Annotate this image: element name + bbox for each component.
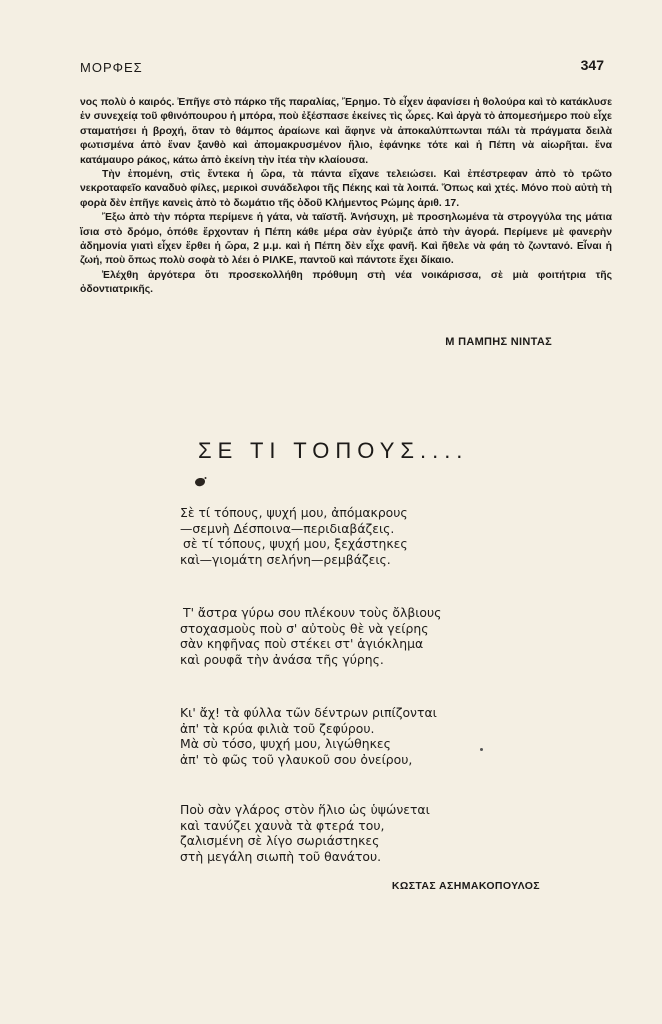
poem-line: καὶ ρουφᾶ τὴν ἀνάσα τῆς γύρης.: [180, 651, 384, 667]
poem-line: Κι' ἄχ! τὰ φύλλα τῶν δέντρων ριπίζονται: [180, 705, 437, 720]
poem-line: στοχασμοὺς ποὺ σ' αὐτοὺς θὲ νὰ γείρης: [180, 620, 429, 636]
poem-stanza: [180, 505, 500, 567]
poem-line: Σὲ τί τόπους, ψυχή μου, ἀπόμακρους: [180, 505, 408, 520]
poem-author: ΚΩΣΤΑΣ ΑΣΗΜΑΚΟΠΟΥΛΟΣ: [391, 880, 540, 892]
ink-blot-ornament: [193, 476, 207, 488]
poem-line: καὶ τανύζει χαυνὰ τὰ φτερά του,: [180, 817, 385, 833]
poem-line: Μὰ σὺ τόσο, ψυχή μου, λιγώθηκες: [180, 736, 391, 752]
poem-line: Ποὺ σὰν γλάρος στὸν ἥλιο ὡς ὑψώνεται: [180, 802, 430, 817]
poem-stanza: [180, 705, 500, 767]
running-head: ΜΟΡΦΕΣ: [80, 60, 143, 75]
poem-line: ἀπ' τὸ φῶς τοῦ γλαυκοῦ σου ὀνείρου,: [180, 751, 413, 767]
story-paragraph: Τὴν ἐπομένη, στὶς ἕντεκα ἡ ὥρα, τὰ πάντα εἴχανε τελειώσει. Καὶ ἐπέστρεφαν ἀπὸ τὸ τρῶτο νεκροταφεῖο καναδυὸ φίλες, μερικοὶ συνάδελφοι τῆς Πέκης καὶ τὰ λοιπά. Ὅπως καὶ χτές. Μόνο ποὺ αὐτὴ τὴ φορὰ δὲν ἐπῆγε κανεὶς ἀπὸ τὸ δωμάτιο τῆς ὁδοῦ Κλήμεντος Ρώμης ἀριθ. 17.: [80, 169, 612, 209]
poem-line: Τ' ἄστρα γύρω σου πλέκουν τοὺς ὄλβιους: [183, 605, 442, 620]
page-number: 347: [580, 57, 604, 73]
poem-line: σὲ τί τόπους, ψυχή μου, ξεχάστηκες: [183, 536, 408, 552]
poem-line: —σεμνὴ Δέσποινα—περιδιαβάζεις.: [180, 520, 395, 536]
poem-line: στὴ μεγάλη σιωπὴ τοῦ θανάτου.: [180, 848, 382, 864]
story-paragraph: νος πολὺ ὁ καιρός. Ἐπῆγε στὸ πάρκο τῆς παραλίας, Ἔρημο. Τὸ εἶχεν ἀφανίσει ἡ θολούρα καὶ τὸ κατάκλυσε ἐν συνεχείᾳ τοῦ φθινόπουρου ἡ μπόρα, ποὺ ἐξέσπασε ἐκείνες τὶς ὧρες. Καὶ ἀργὰ τὸ ἀπομεσήμερο ποὺ εἶχε σταματήσει ἡ βροχή, ὅταν τὸ θάμπος ἀραίωνε καὶ ἄφηνε νὰ ἀποκαλύπτωνται πάλι τὰ πράγματα δειλὰ φωτισμένα ἀπὸ ἕναν ξανθὸ καὶ ἀπομακρυσμένον ἥλιο, ἐφάνηκε τότε καὶ ἡ Πέπη νὰ αἰωρῆται. ἕνα κατάμαυρο ράκος, κάτω ἀπὸ ἐκείνη τὴν ἰτέα τὴν κλαίουσα.: [80, 97, 612, 166]
poem-line: ἀπ' τὰ κρύα φιλιὰ τοῦ ζεφύρου.: [180, 720, 375, 736]
story-paragraph: Ἐλέχθη ἀργότερα ὅτι προσεκολλήθη πρόθυμη στὴ νέα νοικάρισσα, σὲ μιὰ φοιτήτρια τῆς ὀδοντιατρικῆς.: [80, 269, 612, 296]
story-text: [80, 96, 612, 298]
story-author: Μ ΠΑΜΠΗΣ ΝΙΝΤΑΣ: [445, 336, 552, 348]
poem-stanza: [180, 605, 500, 667]
ink-speck: [480, 748, 483, 751]
poem-line: σὰν κηφῆνας ποὺ στέκει στ' ἁγιόκλημα: [180, 636, 424, 652]
poem-line: καὶ—γιομάτη σελήνη—ρεμβάζεις.: [180, 551, 391, 567]
story-paragraph: Ἔξω ἀπὸ τὴν πόρτα περίμενε ἡ γάτα, νὰ ταϊστῆ. Ἀνήσυχη, μὲ προσηλωμένα τὰ στρογγύλα της μάτια ἴσια στὸ δρόμο, ὁπόθε ἔρχονταν ἡ Πέπη κάθε μέρα σὰν ἐγύριζε ἀπὸ τὴν ἀγορά. Περίμενε μὲ φανερὴν ἀδημονία γιατὶ εἶχεν ἔρθει ἡ ὥρα, 2 μ.μ. καὶ ἡ Πέπη δὲν εἶχε φανῆ. Καὶ ἤθελε νὰ φάη τὸ ζωντανό. Εἶναι ἡ ζωή, ποὺ ὅπως πολὺ σοφὰ τὸ λέει ὁ ΡΙΛΚΕ, παντοῦ καὶ πάντοτε ἔχει δίκαιο.: [80, 212, 612, 267]
poem-line: ζαλισμένη σὲ λίγο σωριάστηκες: [180, 833, 380, 849]
poem-stanza: [180, 802, 500, 864]
poem-title: ΣΕ ΤΙ ΤΟΠΟΥΣ....: [198, 438, 469, 463]
